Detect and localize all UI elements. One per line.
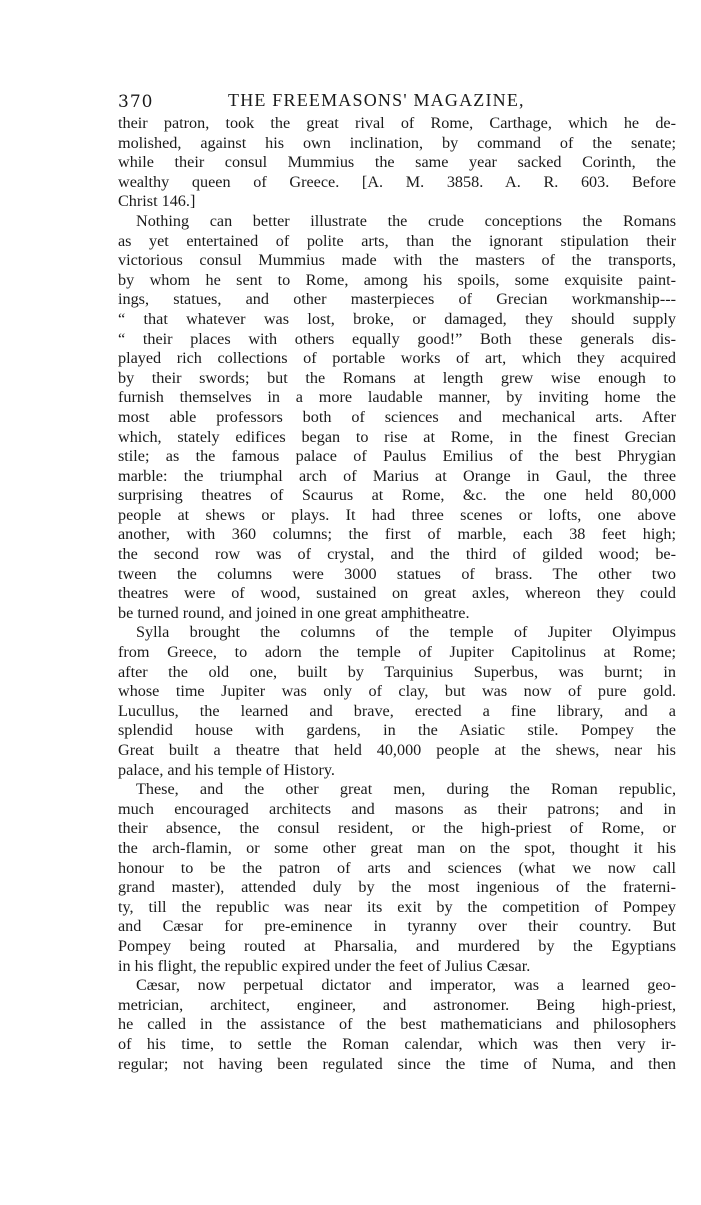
page-header	[118, 78, 676, 114]
text-line: marble: the triumphal arch of Marius at Orange in Gaul, the three	[118, 466, 676, 485]
text-line: wealthy queen of Greece. [A. M. 3858. A. R. 603. Before	[118, 172, 676, 191]
paragraph	[118, 623, 676, 780]
paragraph	[118, 114, 676, 212]
text-line: ty, till the republic was near its exit by the competition of Pompey	[118, 897, 676, 916]
paragraph	[118, 780, 676, 976]
text-line: most able professors both of sciences and mechanical arts. After	[118, 407, 676, 426]
text-line: surprising theatres of Scaurus at Rome, &c. the one held 80,000	[118, 486, 676, 505]
text-line: furnish themselves in a more laudable manner, by inviting home the	[118, 388, 676, 407]
text-line: the arch-flamin, or some other great man on the spot, thought it his	[118, 838, 676, 857]
page-number: 370	[118, 92, 154, 112]
paragraph	[118, 976, 676, 1074]
text-line: Nothing can better illustrate the crude conceptions the Romans	[136, 211, 676, 230]
text-line: much encouraged architects and masons as their patrons; and in	[118, 799, 676, 818]
text-line: by their swords; but the Romans at length grew wise enough to	[118, 368, 676, 387]
text-line: their absence, the consul resident, or the high-priest of Rome, or	[118, 819, 676, 838]
magazine-page	[118, 78, 676, 1074]
text-line: he called in the assistance of the best mathematicians and philosophers	[118, 1015, 676, 1034]
text-line: as yet entertained of polite arts, than the ignorant stipulation their	[118, 231, 676, 250]
article-body	[118, 114, 676, 1074]
text-line: which, stately edifices began to rise at Rome, in the finest Grecian	[118, 427, 676, 446]
text-line: regular; not having been regulated since the time of Numa, and then	[118, 1054, 676, 1073]
text-line: These, and the other great men, during the Roman republic,	[136, 780, 676, 799]
text-line: Christ 146.]	[118, 192, 196, 211]
text-line: ings, statues, and other masterpieces of Grecian workmanship---	[118, 290, 676, 309]
text-line: the second row was of crystal, and the third of gilded wood; be-	[118, 545, 676, 564]
text-line: grand master), attended duly by the most ingenious of the fraterni-	[118, 878, 676, 897]
text-line: be turned round, and joined in one great amphitheatre.	[118, 603, 470, 622]
text-line: Great built a theatre that held 40,000 people at the shews, near his	[118, 741, 676, 759]
text-line: victorious consul Mummius made with the masters of the transports,	[118, 251, 676, 270]
text-line: stile; as the famous palace of Paulus Emilius of the best Phrygian	[118, 447, 676, 466]
text-line: after the old one, built by Tarquinius Superbus, was burnt; in	[118, 662, 676, 681]
text-line: palace, and his temple of History.	[118, 760, 335, 779]
text-line: “ that whatever was lost, broke, or damaged, they should supply	[118, 309, 676, 328]
text-line: Lucullus, the learned and brave, erected a fine library, and a	[118, 701, 676, 720]
text-line: while their consul Mummius the same year sacked Corinth, the	[118, 153, 676, 172]
text-line: Cæsar, now perpetual dictator and imperator, was a learned geo-	[136, 976, 676, 995]
text-line: “ their places with others equally good!” Both these generals dis-	[118, 329, 676, 348]
text-line: whose time Jupiter was only of clay, but was now of pure gold.	[118, 682, 676, 701]
text-line: tween the columns were 3000 statues of brass. The other two	[118, 564, 676, 583]
text-line: honour to be the patron of arts and sciences (what we now call	[118, 858, 676, 877]
paragraph	[118, 212, 676, 623]
text-line: of his time, to settle the Roman calendar, which was then very ir-	[118, 1034, 676, 1053]
running-title: THE FREEMASONS' MAGAZINE,	[228, 90, 525, 110]
text-line: molished, against his own inclination, by command of the senate;	[118, 133, 676, 152]
text-line: from Greece, to adorn the temple of Jupiter Capitolinus at Rome;	[118, 643, 676, 662]
text-line: Sylla brought the columns of the temple of Jupiter Olyimpus	[136, 623, 676, 642]
text-line: metrician, architect, engineer, and astronomer. Being high-priest,	[118, 995, 676, 1014]
text-line: their patron, took the great rival of Rome, Carthage, which he de-	[118, 114, 676, 132]
text-line: played rich collections of portable works of art, which they acquired	[118, 349, 676, 368]
text-line: in his flight, the republic expired under the feet of Julius Cæsar.	[118, 956, 531, 975]
text-line: people at shews or plays. It had three scenes or lofts, one above	[118, 505, 676, 524]
text-line: another, with 360 columns; the first of marble, each 38 feet high;	[118, 525, 676, 544]
text-line: theatres were of wood, sustained on great axles, whereon they could	[118, 584, 676, 603]
text-line: splendid house with gardens, in the Asiatic stile. Pompey the	[118, 721, 676, 740]
text-line: by whom he sent to Rome, among his spoils, some exquisite paint-	[118, 270, 676, 289]
text-line: and Cæsar for pre-eminence in tyranny over their country. But	[118, 917, 676, 936]
text-line: Pompey being routed at Pharsalia, and murdered by the Egyptians	[118, 936, 676, 955]
